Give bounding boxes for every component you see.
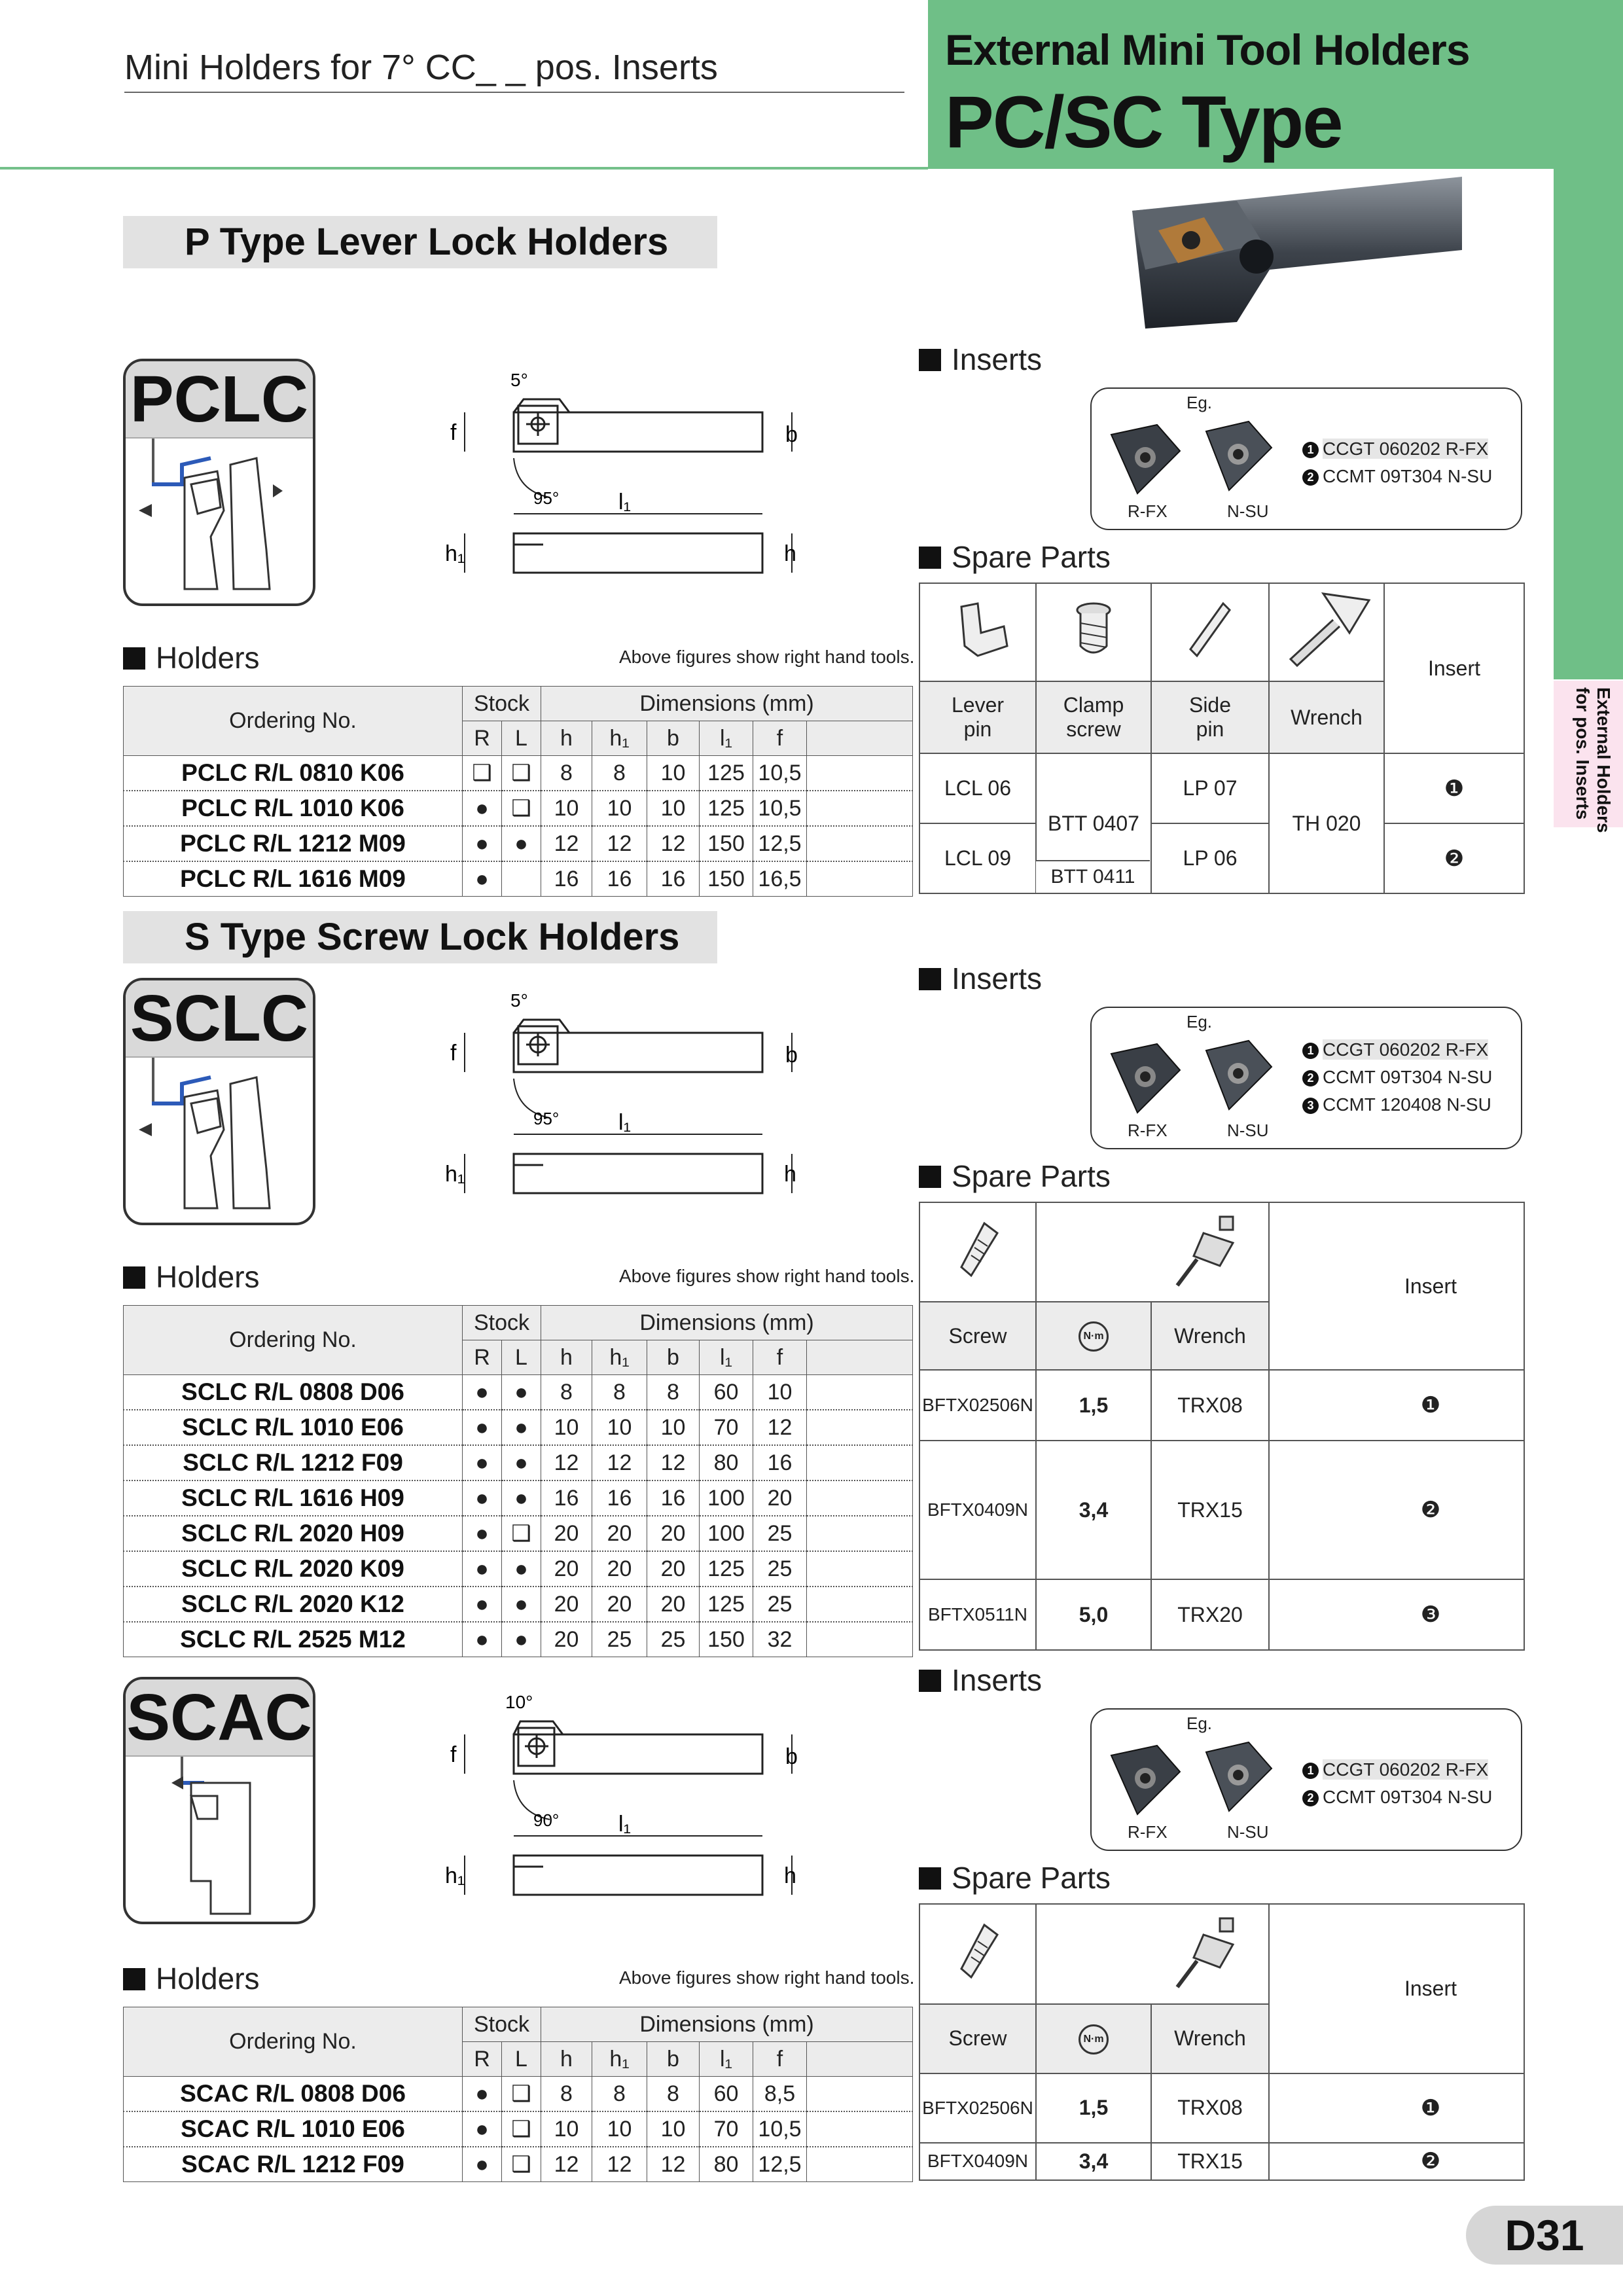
tool-schematic	[126, 1058, 315, 1225]
torque-icon: N·m	[1036, 1302, 1151, 1370]
table-row: PCLC R/L 1212 M09 ● ● 12 12 12 150 12,5	[124, 826, 913, 861]
insert-box-p	[1090, 387, 1522, 530]
side-tab-line1: External Holders	[1594, 687, 1614, 833]
tool-schematic	[126, 1757, 315, 1924]
code-label: PCLC	[126, 361, 313, 439]
section-banner-p: P Type Lever Lock Holders	[123, 216, 717, 268]
insert-images	[1098, 1736, 1281, 1821]
svg-text:h: h	[784, 541, 796, 566]
sidebar-strip	[1554, 169, 1623, 679]
inserts-heading-s: Inserts	[919, 961, 1042, 996]
scac-dimension-drawing	[445, 1689, 812, 1898]
table-row: SCLC R/L 2020 H09 ● ❑ 20 20 20 100 25	[124, 1516, 913, 1551]
holders-table-c: Ordering No. Stock Dimensions (mm) R L h h₁ b l₁ f SCAC R/L 0808 D06 ● ❑ 8 8 8 60 8,5 SCAC R/L 1010 E06 ● ❑ 10 10 10 70 10,5 SCAC R/L 1212 F09 ● ❑ 12 12 12 80 12,5	[123, 2007, 913, 2182]
section-banner-s: S Type Screw Lock Holders	[123, 911, 717, 963]
torque-icon: N·m	[1036, 2004, 1151, 2073]
table-row: SCLC R/L 2020 K09 ● ● 20 20 20 125 25	[124, 1551, 913, 1587]
table-row: SCLC R/L 1010 E06 ● ● 10 10 10 70 12	[124, 1410, 913, 1445]
table-row: PCLC R/L 1616 M09 ● 16 16 16 150 16,5	[124, 861, 913, 897]
holders-table-p: Ordering No. Stock Dimensions (mm) R L h h₁ b l₁ f PCLC R/L 0810 K06 ❑ ❑ 8 8 10 125 10,5 PCLC R/L 1010 K06 ● ❑ 10 10 10 125 10,5 PCLC R/L 1212 M09 ● ● 12 12 12 150 12,5 PCLC R/L 1616 M09 ● 16 16 16 150 16,5	[123, 686, 913, 897]
table-row: SCAC R/L 0808 D06 ● ❑ 8 8 8 60 8,5	[124, 2077, 913, 2112]
spare-parts-table-p: Insert Lever pin Clamp screw Side pin Wrench LCL 06 BTT 0407 LP 07 TH 020 ❶ LCL 09 LP 06 ❷	[919, 583, 1525, 894]
subtitle-underline	[124, 92, 904, 93]
insert-eg: Eg.	[1186, 393, 1213, 412]
insert-col-header: Insert	[1269, 1904, 1524, 2073]
svg-text:10°: 10°	[505, 1692, 533, 1712]
table-row: PCLC R/L 1010 K06 ● ❑ 10 10 10 125 10,5	[124, 791, 913, 826]
lever-pin-icon	[919, 583, 1036, 681]
sclc-dimension-drawing	[445, 987, 812, 1196]
insert-item-2: 2 CCMT 09T304 N-SU	[1302, 1067, 1492, 1088]
right-hand-note-s: Above figures show right hand tools.	[619, 1266, 915, 1286]
svg-text:95°: 95°	[533, 488, 560, 508]
table-row: SCLC R/L 1212 F09 ● ● 12 12 12 80 16	[124, 1445, 913, 1480]
insert-col-header: Insert	[1384, 583, 1524, 753]
right-hand-note-c: Above figures show right hand tools.	[619, 1967, 915, 1988]
svg-text:l₁: l₁	[618, 1812, 632, 1837]
side-tab-line2: for pos. Inserts	[1573, 687, 1593, 820]
screw-icon	[919, 1904, 1036, 2004]
spare-parts-table-s: Insert Screw N·m Wrench BFTX02506N 1,5 TRX08 ❶ BFTX0409N 3,4 TRX15 ❷ BFTX0511N 5,0 TRX20 ❸	[919, 1202, 1525, 1651]
svg-text:h: h	[784, 1863, 796, 1888]
holders-table-s: Ordering No. Stock Dimensions (mm) R L h h₁ b l₁ f SCLC R/L 0808 D06 ● ● 8 8 8 60 10 SCLC R/L 1010 E06 ● ● 10 10 10 70 12 SCLC R/L 1212 F09 ● ● 12 12 12 80 16 SCLC R/L 1616 H09 ● ● 16 16 16 100 20 SCLC R/L 2020 H09 ● ❑ 20 20 20 100 25 SCLC R/L 2020 K09 ● ● 20 20 20 125 25 SCLC R/L 2020 K12 ● ● 20 20 20 125 25 SCLC R/L 2525 M12 ● ● 20 25 25 150 32	[123, 1305, 913, 1657]
svg-text:f: f	[450, 1742, 457, 1767]
svg-text:f: f	[450, 1041, 457, 1066]
wrench-icon	[1269, 583, 1384, 681]
page-title-type: PC/SC Type	[945, 81, 1342, 163]
insert-item-2: 2 CCMT 09T304 N-SU	[1302, 1787, 1492, 1808]
holders-heading-s: Holders	[123, 1259, 260, 1295]
code-box-sclc	[123, 978, 315, 1225]
spare-parts-heading-s: Spare Parts	[919, 1158, 1111, 1194]
code-label: SCAC	[126, 1679, 313, 1757]
table-row: SCAC R/L 1010 E06 ● ❑ 10 10 10 70 10,5	[124, 2111, 913, 2147]
insert-item-1: 1 CCGT 060202 R-FX	[1302, 439, 1488, 459]
code-box-pclc	[123, 359, 315, 606]
svg-text:90°: 90°	[533, 1810, 560, 1830]
torx-wrench-icon	[1151, 1202, 1269, 1302]
code-label: SCLC	[126, 980, 313, 1058]
svg-text:h: h	[784, 1162, 796, 1187]
insert-box-s: Eg. R-FX N-SU 1 CCGT 060202 R-FX 2 CCMT 09T304 N-SU 3 CCMT 120408 N-SU	[1090, 1007, 1522, 1149]
insert-images	[1098, 1034, 1281, 1119]
page-title: External Mini Tool Holders	[945, 26, 1470, 74]
svg-text:95°: 95°	[533, 1109, 560, 1128]
screw-icon	[919, 1202, 1036, 1302]
holders-heading-p: Holders	[123, 640, 260, 675]
inserts-heading-c: Inserts	[919, 1662, 1042, 1698]
insert-tag-2: N-SU	[1227, 501, 1269, 521]
table-row: PCLC R/L 0810 K06 ❑ ❑ 8 8 10 125 10,5	[124, 756, 913, 791]
holders-heading-c: Holders	[123, 1961, 260, 1996]
tool-holder-photo	[1106, 171, 1462, 335]
svg-text:l₁: l₁	[618, 490, 632, 514]
table-row: SCLC R/L 2020 K12 ● ● 20 20 20 125 25	[124, 1587, 913, 1622]
page-number: D31	[1466, 2206, 1623, 2265]
insert-col-header: Insert	[1269, 1202, 1524, 1370]
table-row: SCAC R/L 1212 F09 ● ❑ 12 12 12 80 12,5	[124, 2147, 913, 2182]
page-subtitle: Mini Holders for 7° CC_ _ pos. Inserts	[124, 48, 718, 87]
insert-tag-1: R-FX	[1128, 501, 1168, 521]
inserts-heading-p: Inserts	[919, 342, 1042, 377]
svg-text:5°: 5°	[510, 990, 528, 1011]
insert-item-1: 1 CCGT 060202 R-FX	[1302, 1039, 1488, 1060]
svg-text:l₁: l₁	[618, 1110, 632, 1135]
insert-box-c: Eg. R-FX N-SU 1 CCGT 060202 R-FX 2 CCMT 09T304 N-SU	[1090, 1708, 1522, 1851]
table-row: SCLC R/L 0808 D06 ● ● 8 8 8 60 10	[124, 1375, 913, 1410]
insert-item-1: 1 CCGT 060202 R-FX	[1302, 1759, 1488, 1780]
clamp-screw-icon	[1036, 583, 1151, 681]
insert-item-2: 2 CCMT 09T304 N-SU	[1302, 466, 1492, 487]
svg-text:h₁: h₁	[445, 1162, 465, 1187]
header-rule	[0, 167, 928, 170]
spare-parts-heading-p: Spare Parts	[919, 539, 1111, 575]
side-tab-label	[1551, 687, 1623, 833]
torx-wrench-icon	[1151, 1904, 1269, 2004]
svg-text:h₁: h₁	[445, 541, 465, 566]
svg-text:b: b	[785, 422, 798, 447]
angle-top: 5°	[510, 370, 528, 390]
spare-parts-heading-c: Spare Parts	[919, 1860, 1111, 1895]
svg-text:f: f	[450, 420, 457, 445]
svg-text:h₁: h₁	[445, 1863, 465, 1888]
insert-images	[1098, 415, 1281, 500]
svg-text:b: b	[785, 1744, 798, 1769]
spare-parts-table-c: Insert Screw N·m Wrench BFTX02506N 1,5 TRX08 ❶ BFTX0409N 3,4 TRX15 ❷	[919, 1903, 1525, 2181]
code-box-scac	[123, 1677, 315, 1924]
clamp-screw-2: BTT 0411	[1036, 860, 1150, 893]
table-row: SCLC R/L 1616 H09 ● ● 16 16 16 100 20	[124, 1480, 913, 1516]
table-row: SCLC R/L 2525 M12 ● ● 20 25 25 150 32	[124, 1622, 913, 1657]
insert-item-3: 3 CCMT 120408 N-SU	[1302, 1094, 1491, 1115]
side-pin-icon	[1151, 583, 1269, 681]
pclc-dimension-drawing	[445, 367, 812, 576]
svg-text:b: b	[785, 1043, 798, 1067]
tool-schematic	[126, 439, 315, 606]
right-hand-note-p: Above figures show right hand tools.	[619, 647, 915, 667]
